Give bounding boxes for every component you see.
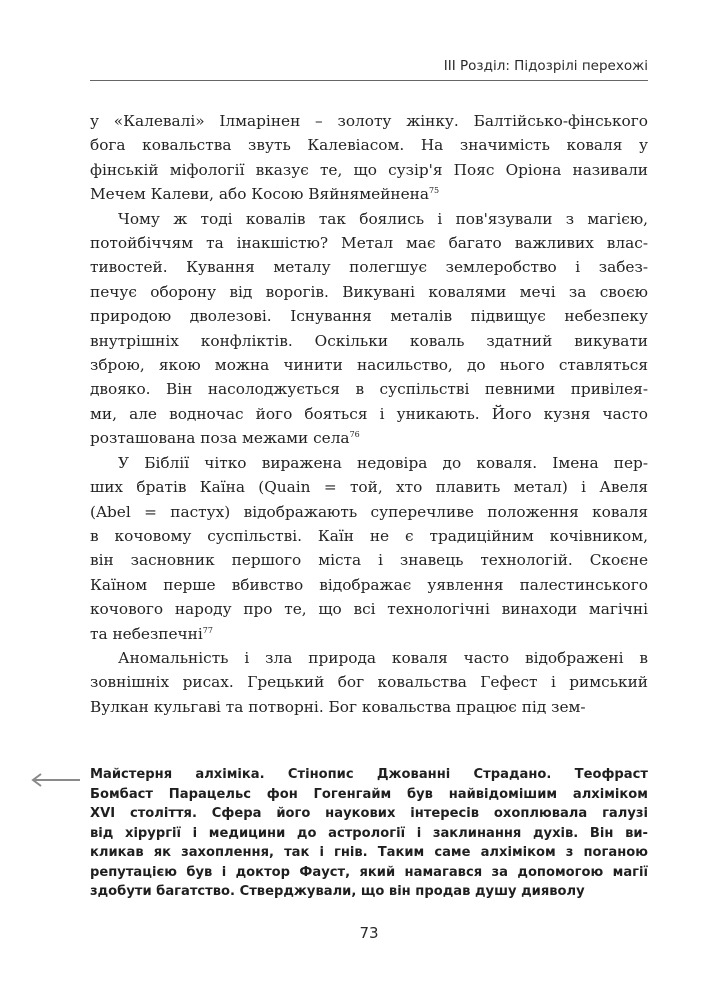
text-line: бога ковальства звуть Калевіасом. На значимість коваля у <box>90 136 648 155</box>
text-line: ми, але водночас його бояться і уникають. Його кузня часто <box>90 404 648 423</box>
text-line: Аномальність і зла природа коваля часто відображені в <box>118 648 648 667</box>
text-line: тивостей. Кування металу полегшує землеробство і забез- <box>90 258 648 277</box>
text-line: ших братів Каїна (Quain = той, хто плавить метал) і Авеля <box>90 478 648 497</box>
caption-line: Майстерня алхіміка. Стінопис Джованні Страдано. Теофраст <box>90 767 648 782</box>
footnote-marker[interactable]: 77 <box>202 625 213 635</box>
text-line: Вулкан кульгаві та потворні. Бог ковальства працює під зем- <box>90 697 586 716</box>
caption-line: XVI століття. Сфера його наукових інтересів охоплювала галузі <box>90 806 648 821</box>
caption-line: Бомбаст Парацельс фон Гогенгайм був найвідомішим алхіміком <box>90 786 648 802</box>
text-line: кочового народу про те, що всі технологічні винаходи магічні <box>90 600 648 619</box>
text-line: він засновник першого міста і знавець технологій. Скоєне <box>90 551 648 570</box>
text-line: потойбіччям та інакшістю? Метал має багато важливих влас- <box>90 234 648 253</box>
footnote-marker[interactable]: 76 <box>349 430 360 440</box>
header-rule <box>90 80 648 81</box>
running-header: III Розділ: Підозрілі перехожі <box>443 58 648 74</box>
caption-line: кликав як захоплення, так і гнів. Таким саме алхіміком з поганою <box>90 845 648 860</box>
text-line: природою дволезові. Існування металів підвищує небезпеку <box>90 307 648 326</box>
text-line: Каїном перше вбивство відображає уявлення палестинського <box>90 575 648 594</box>
text-line-content: Мечем Калеви, або Косою Вяйнямейнена <box>90 185 429 204</box>
text-line: у «Калевалі» Ілмарінен – золоту жінку. Балтійсько-фінського <box>90 112 648 130</box>
paragraph <box>90 207 648 451</box>
text-line: Чому ж тоді ковалів так боялись і пов'язували з магією, <box>118 209 648 228</box>
text-line <box>90 182 648 206</box>
paragraph <box>90 451 648 646</box>
caption-line: репутацією був і доктор Фауст, який намагався за допомогою магії <box>90 864 648 880</box>
paragraph <box>90 109 648 207</box>
text-line: двояко. Він насолоджується в суспільстві певними привілея- <box>90 380 648 399</box>
text-line <box>90 426 648 450</box>
text-line: печує оборону від ворогів. Викувані ковалями мечі за своєю <box>90 282 648 301</box>
text-line: в кочовому суспільстві. Каїн не є традиційним кочівником, <box>90 526 648 545</box>
text-line: фінській міфології вказує те, що сузір'я Пояс Оріона називали <box>90 160 648 179</box>
text-line: зовнішніх рисах. Грецький бог ковальства Гефест і римський <box>90 673 648 692</box>
text-line: внутрішніх конфліктів. Оскільки коваль здатний викувати <box>90 331 648 350</box>
page-number: 73 <box>359 924 379 942</box>
caption-line: здобути багатство. Стверджували, що він продав душу дияволу <box>90 884 585 899</box>
caption-line: від хірургії і медицини до астрології і заклинання духів. Він ви- <box>90 825 648 841</box>
main-text <box>90 109 648 719</box>
text-line: У Біблії чітко виражена недовіра до коваля. Імена пер- <box>118 453 648 472</box>
paragraph <box>90 646 648 719</box>
footnote-marker[interactable]: 75 <box>428 186 440 196</box>
text-line-content: розташована поза межами села <box>90 429 350 448</box>
illustration-caption <box>90 765 648 902</box>
text-line-content: та небезпечні <box>90 624 203 643</box>
text-line <box>90 622 648 646</box>
text-line: зброю, якою можна чинити насильство, до нього ставляться <box>90 356 648 375</box>
text-line: (Abel = пастух) відображають суперечливе положення коваля <box>90 502 648 521</box>
left-arrow-icon <box>30 773 80 787</box>
